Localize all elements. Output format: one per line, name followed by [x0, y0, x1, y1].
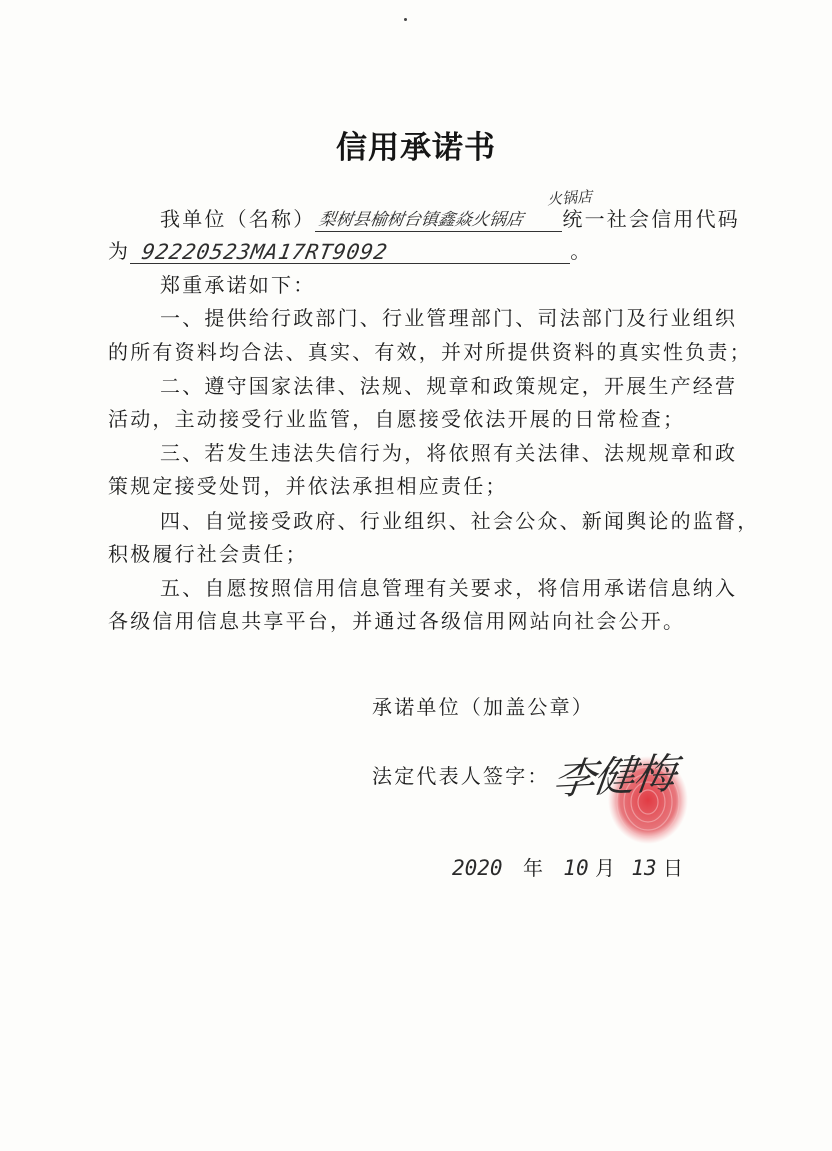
date-day-unit: 日: [662, 856, 683, 880]
clause-3-line-1: 三、若发生违法失信行为，将依照有关法律、法规规章和政: [160, 441, 738, 465]
date-day: 13: [631, 856, 657, 880]
committer-label: 承诺单位（加盖公章）: [372, 695, 594, 719]
clause-4-line-1: 四、自觉接受政府、行业组织、社会公众、新闻舆论的监督，: [160, 509, 760, 533]
date-month: 10: [563, 856, 589, 880]
clause-1-line-1: 一、提供给行政部门、行业管理部门、司法部门及行业组织: [160, 306, 738, 330]
unit-name-handwritten: 梨树县榆树台镇鑫焱火锅店: [318, 210, 525, 230]
credit-code-line: [108, 238, 592, 264]
intro-line: 郑重承诺如下：: [160, 273, 316, 297]
legal-rep-label: 法定代表人签字：: [372, 764, 550, 788]
clause-1-line-2: 的所有资料均合法、真实、有效，并对所提供资料的真实性负责；: [108, 340, 752, 364]
unit-name-line: [160, 187, 741, 232]
unit-name-extra: 火锅店: [546, 187, 593, 209]
clause-2-line-2: 活动，主动接受行业监管，自愿接受依法开展的日常检查；: [108, 407, 686, 431]
scan-dot: [404, 18, 407, 21]
date-month-unit: 月: [594, 856, 615, 880]
date-year-unit: 年: [522, 856, 543, 880]
clause-5-line-2: 各级信用信息共享平台，并通过各级信用网站向社会公开。: [108, 609, 686, 633]
credit-code-handwritten: 92220523MA17RT9092: [140, 240, 390, 264]
credit-code-prefix: 为: [108, 239, 131, 263]
unit-name-field: [315, 187, 593, 232]
document-title: 信用承诺书: [336, 130, 496, 166]
date-year: 2020: [452, 856, 503, 880]
clause-4-line-2: 积极履行社会责任；: [108, 542, 308, 566]
legal-rep-signature: 李健梅: [550, 748, 678, 805]
clause-5-line-1: 五、自愿按照信用信息管理有关要求，将信用承诺信息纳入: [160, 576, 738, 600]
unit-name-suffix: 统一社会信用代码: [562, 207, 741, 231]
clause-2-line-1: 二、遵守国家法律、法规、规章和政策规定，开展生产经营: [160, 374, 738, 398]
clause-3-line-2: 策规定接受处罚，并依法承担相应责任；: [108, 474, 508, 498]
credit-code-field: [130, 239, 570, 264]
credit-code-suffix: 。: [570, 239, 593, 263]
signing-date: [452, 852, 683, 881]
unit-name-prefix: 我单位（名称）: [160, 207, 316, 231]
